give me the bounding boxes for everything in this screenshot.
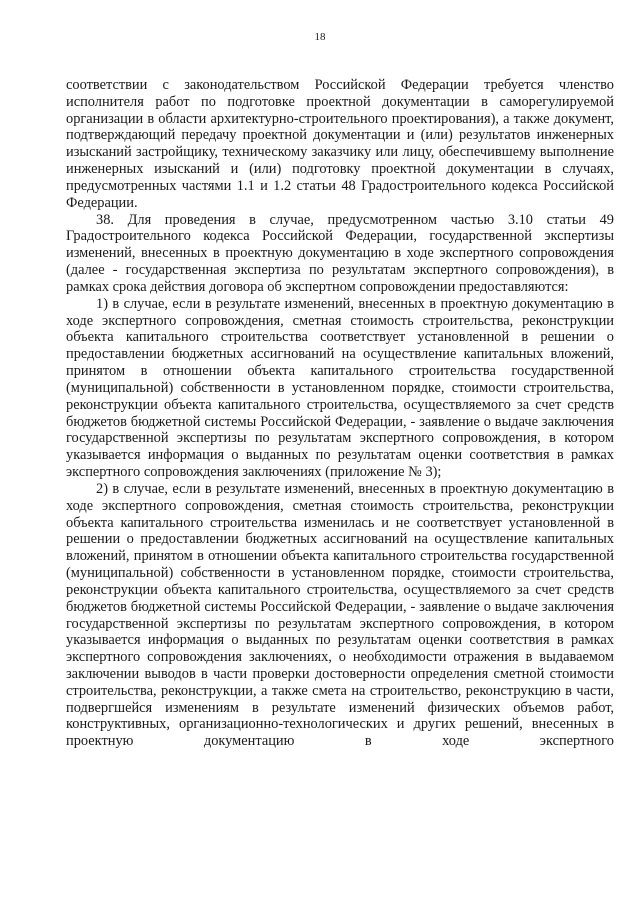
paragraph-item-38: 38. Для проведения в случае, предусмотренном частью 3.10 статьи 49 Градостроительного кодекса Российской Федерации, государственной экспертизы изменений, внесенных в проектную документацию в ходе экспертного сопровождения (далее - государственная экспертиза по результатам экспертного сопровождения), в рамках срока действия договора об экспертном сопровождении предоставляются: bbox=[66, 211, 614, 295]
body-text bbox=[66, 77, 614, 750]
paragraph-continuation: соответствии с законодательством Российской Федерации требуется членство исполнителя работ по подготовке проектной документации в саморегулируемой организации в области архитектурно-строительного проектирования), а также документ, подтверждающий передачу проектной документации и (или) результатов инженерных изысканий застройщику, техническому заказчику или лицу, обеспечившему выполнение инженерных изысканий и (или) подготовку проектной документации в случаях, предусмотренных частями 1.1 и 1.2 статьи 48 Градостроительного кодекса Российской Федерации. bbox=[66, 77, 614, 211]
page-number: 18 bbox=[314, 31, 326, 43]
paragraph-subitem-2: 2) в случае, если в результате изменений, внесенных в проектную документацию в ходе экспертного сопровождения, сметная стоимость строительства, реконструкции объекта капитального строительства изменилась и не соответствует установленной в решении о предоставлении бюджетных ассигнований на осуществление капитальных вложений, принятом в отношении объекта капитального строительства государственной (муниципальной) собственности в установленном порядке, стоимости строительства, реконструкции объекта капитального строительства, осуществляемого за счет средств бюджетов бюджетной системы Российской Федерации, - заявление о выдаче заключения государственной экспертизы по результатам экспертного сопровождения, в котором указывается информация о выданных по результатам оценки соответствия в рамках экспертного сопровождения заключениях, о необходимости отражения в выдаваемом заключении выводов в части проверки достоверности определения сметной стоимости строительства, реконструкции, а также смета на строительство, реконструкцию в части, подвергшейся изменениям в результате изменений физических объемов работ, конструктивных, организационно-технологических и других решений, внесенных в проектную документацию в ходе экспертного bbox=[66, 480, 614, 750]
paragraph-subitem-1: 1) в случае, если в результате изменений, внесенных в проектную документацию в ходе экспертного сопровождения, сметная стоимость строительства, реконструкции объекта капитального строительства соответствует установленной в решении о предоставлении бюджетных ассигнований на осуществление капитальных вложений, принятом в отношении объекта капитального строительства государственной (муниципальной) собственности в установленном порядке, стоимости строительства, реконструкции объекта капитального строительства, осуществляемого за счет средств бюджетов бюджетной системы Российской Федерации, - заявление о выдаче заключения государственной экспертизы по результатам экспертного сопровождения, в котором указывается информация о выданных по результатам оценки соответствия в рамках экспертного сопровождения заключениях (приложение № 3); bbox=[66, 295, 614, 481]
